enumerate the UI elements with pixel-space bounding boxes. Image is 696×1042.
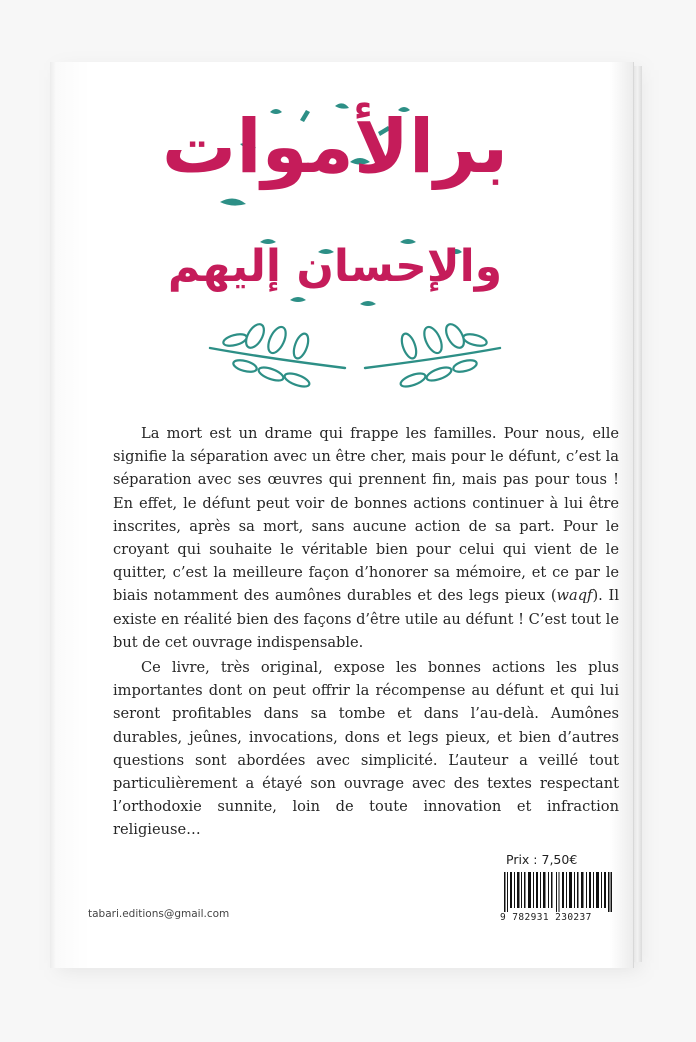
barcode bbox=[504, 872, 612, 912]
paragraph-1-italic: waqf bbox=[556, 587, 593, 605]
price-label: Prix : 7,50€ bbox=[506, 852, 578, 867]
arabic-title-line1: برالأموات bbox=[161, 104, 509, 190]
publisher-email: tabari.editions@gmail.com bbox=[88, 908, 230, 920]
isbn-number: 9 782931 230237 bbox=[500, 912, 592, 923]
arabic-title bbox=[150, 92, 520, 322]
paragraph-1-part-a: La mort est un drame qui frappe les familles. Pour nous, elle signifie la séparation avec un être cher, mais pour le défunt, c’est la séparation avec ses œuvres qui prennent fin, mais pas pour tous ! En effet, le défunt peut voir de bonnes actions continuer à lui être inscrites, après sa mort, sans aucune action de sa part. Pour le croyant qui souhaite le véritable bien pour celui qui vient de le quitter, c’est la meilleure façon d’honorer sa mémoire, et ce par le biais notamment des aumônes durables et des legs pieux ( bbox=[113, 425, 619, 605]
arabic-title-line2: والإحسان إليهم bbox=[167, 241, 503, 292]
back-cover-text bbox=[113, 422, 619, 844]
olive-branch-ornament bbox=[205, 318, 505, 398]
book-page-edge bbox=[633, 66, 642, 962]
paragraph-2: Ce livre, très original, expose les bonnes actions les plus importantes dont on peut offrir la récompense au défunt et qui lui seront profitables dans sa tombe et dans l’au-delà. Aumônes durables, jeûnes, invocations, dons et legs pieux, et bien d’autres questions sont abordées avec simplicité. L’auteur a veillé tout particulièrement a étayé son ouvrage avec des textes respectant l’orthodoxie sunnite, loin de toute innovation et infraction religieuse… bbox=[113, 659, 619, 839]
paragraph-1 bbox=[113, 422, 619, 654]
paragraph-1-part-b: ). Il existe en réalité bien des façons d’être utile au défunt ! C’est tout le but de cet ouvrage indispensable. bbox=[113, 587, 619, 651]
